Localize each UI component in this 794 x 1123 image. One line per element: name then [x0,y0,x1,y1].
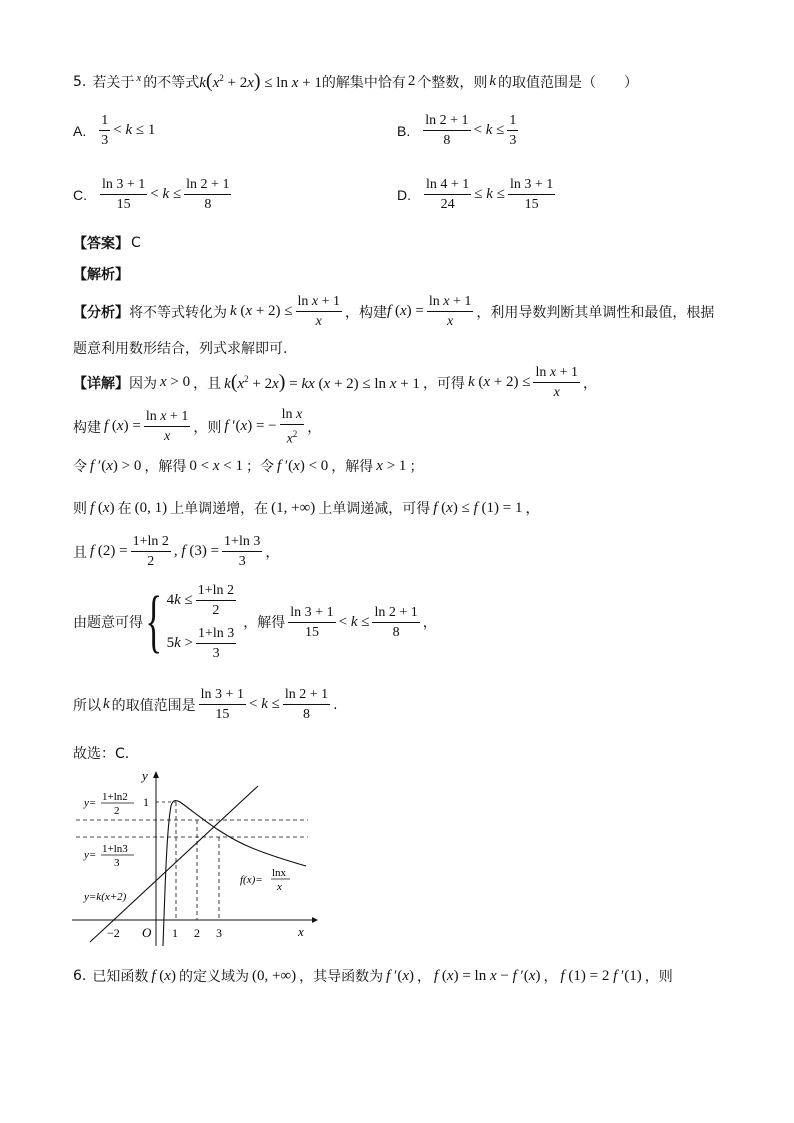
sign-text: 令 [73,459,87,475]
option-label: B. [397,122,411,139]
fenxi-text: 将不等式转化为 [129,304,227,321]
q5-text: 的取值范围是（ ） [498,74,639,91]
q6-text: ， [543,969,558,985]
q5-text: 的不等式 [143,74,200,91]
build-text: 构建 [73,419,101,436]
label-y-top-den: 2 [114,805,120,817]
xiangjie-text: 因为 [129,375,157,392]
label-y-mid-den: 3 [114,857,120,869]
q6-text: 已知函数 [92,969,149,985]
q5-count: 2 [407,73,416,89]
label-fx: f(x)= [240,874,263,886]
q6-text: ，则 [644,969,673,985]
tick-label-3: 3 [216,926,222,940]
build-text: ， [307,419,322,436]
tick-label-neg2: −2 [107,926,120,940]
function-graph [72,766,322,950]
q6-stem: 6. 已知函数 f (x) 的定义域为 (0, +∞) ，其导函数为 f ′(x) ， f (x) = ln x − f ′(x) ， f (1) = 2 f ′(1) ，则 [73,967,673,985]
cond-line: 由题意可得 { 4k ≤ $\frac{1+\ln 2}{2}$ 5k > $\frac{1+\ln 3}{3}$ ，解得 $\frac{\ln 3 + 1}{15}$ < k ≤ $\frac{\ln 2 + 1}{8}$ ， [73,583,437,661]
analysis-heading [73,264,129,284]
values-text: ， [265,544,280,561]
sign-line: 令 f ′(x) > 0 ，解得 0 < x < 1 ；令 f ′(x) < 0 ，解得 x > 1 ； [73,457,424,475]
fenxi-text: 题意利用数形结合，列式求解即可. [73,341,288,357]
conclusion-line: 所以 k 的取值范围是 $\frac{\ln 3 + 1}{15}$ < k ≤ $\frac{\ln 2 + 1}{8}$ . [73,687,338,722]
label-y-mid: y= [84,849,97,861]
choose-text: 故选：C. [73,746,130,762]
label-y-top: y= [84,797,97,809]
choose-line [73,743,129,763]
mono-text: 则 [73,501,87,517]
conclusion-text: . [333,696,338,713]
option-d: D. $\frac{\ln 4 + 1}{24}$ ≤ k ≤ $\frac{\ln 3 + 1}{15}$ [397,177,554,212]
xiangjie-text: ， [582,375,597,392]
label-y-top-num: 1+ln2 [102,791,128,803]
option-label: D. [397,186,411,203]
option-label: A. [73,122,87,139]
q5-inequality: $k(x^2 + 2x) \le \ln x + 1$ [199,70,322,92]
option-a: A. $\frac{1}{3}$ < k ≤ 1 [73,113,156,148]
mono-line: 则 f (x) 在 (0, 1) 上单调递增，在 (1, +∞) 上单调递减，可得 f (x) ≤ f (1) = 1 ， [73,499,540,517]
option-b: B. $\frac{\ln 2 + 1}{8}$ < k ≤ $\frac{1}{3}$ [397,113,517,148]
xiangjie-tag: 【详解】 [73,375,129,392]
q5-text: 若关于 [92,74,135,91]
mono-text: 在 [117,501,132,517]
y-axis-label: y [142,768,148,783]
tick-label-1: 1 [172,926,178,940]
sign-text: ；令 [245,459,274,475]
build-line: 构建 f (x) = $\frac{\text{ln x + 1}}{x}$ ，则 f ′(x) = − $\frac{\text{ln x}}{x^2}$ ， [73,407,322,447]
xiangjie-text: ，可得 [422,375,465,392]
fenxi-text: ，利用导数判断其单调性和最值，根据 [476,304,715,321]
sign-text: ，解得 [144,459,187,475]
fenxi-line-2 [73,338,287,358]
inequality-system: 4k ≤ $\frac{1+\ln 2}{2}$ 5k > $\frac{1+\ln 3}{3}$ [166,583,235,661]
option-label: C. [73,186,87,203]
tick-label-y1: 1 [143,795,149,809]
analysis-tag: 【解析】 [73,267,129,283]
q5-text: 个整数，则 [417,74,488,91]
answer-tag: 【答案】 [73,236,129,252]
q6-number: 6. [73,968,87,984]
answer-value: C [131,235,141,251]
conclusion-text: 所以 [73,697,101,714]
cond-text: ， [422,615,437,631]
x-axis-label: x [298,924,304,939]
sign-text: ，解得 [331,459,374,475]
option-c: C. $\frac{\ln 3 + 1}{15}$ < k ≤ $\frac{\ln 2 + 1}{8}$ [73,177,230,212]
label-fx-den: x [277,881,282,893]
values-line: 且 f (2) = $\frac{1+\ln 2}{2}$ , f (3) = $\frac{1+\ln 3}{3}$ ， [73,534,280,569]
fenxi-line: 【分析】 将不等式转化为 k (x + 2) ≤ $\frac{\text{ln x + 1}}{x}$ ，构建 f (x) = $\frac{\text{ln x + 1}}{x}$ ，利用导数判断其单调性和最值，根据 [73,294,715,329]
q5-stem: 5. 若关于 x 的不等式 $k(x^2 + 2x) \le \ln x + 1$ 的解集中恰有 2 个整数，则 k 的取值范围是（ ） [73,70,639,92]
q6-text: ， [416,969,431,985]
build-text: ，则 [193,419,222,436]
x-axis-arrow [312,917,318,923]
mono-text: 上单调递增，在 [170,501,269,517]
y-axis-arrow [153,771,159,778]
sign-text: ； [409,459,424,475]
xiangjie-text: ，且 [193,375,222,392]
fenxi-tag: 【分析】 [73,304,129,321]
conclusion-text: 的取值范围是 [111,697,196,714]
fenxi-text: ，构建 [345,304,388,321]
q5-number: 5. [73,73,87,90]
mono-text: 上单调递减，可得 [318,501,431,517]
values-text: 且 [73,544,87,561]
cond-text: 由题意可得 [73,615,143,631]
label-y-mid-num: 1+ln3 [102,843,128,855]
origin-label: O [142,925,152,940]
tick-label-2: 2 [194,926,200,940]
xiangjie-line: 【详解】 因为 x > 0 ，且 $k(x^2 + 2x)$ = kx (x + 2) ≤ ln x + 1 ，可得 k (x + 2) ≤ $\frac{\text{ln x + 1}}{x}$ ， [73,365,597,400]
q6-text: ，其导函数为 [299,969,384,985]
label-line: y=k(x+2) [84,891,127,903]
mono-text: ， [525,501,540,517]
q5-text: 的解集中恰有 [321,74,406,91]
answer-line [73,233,141,253]
cond-text: ，解得 [243,615,286,631]
label-fx-num: lnx [272,867,287,879]
q6-text: 的定义域为 [178,969,249,985]
